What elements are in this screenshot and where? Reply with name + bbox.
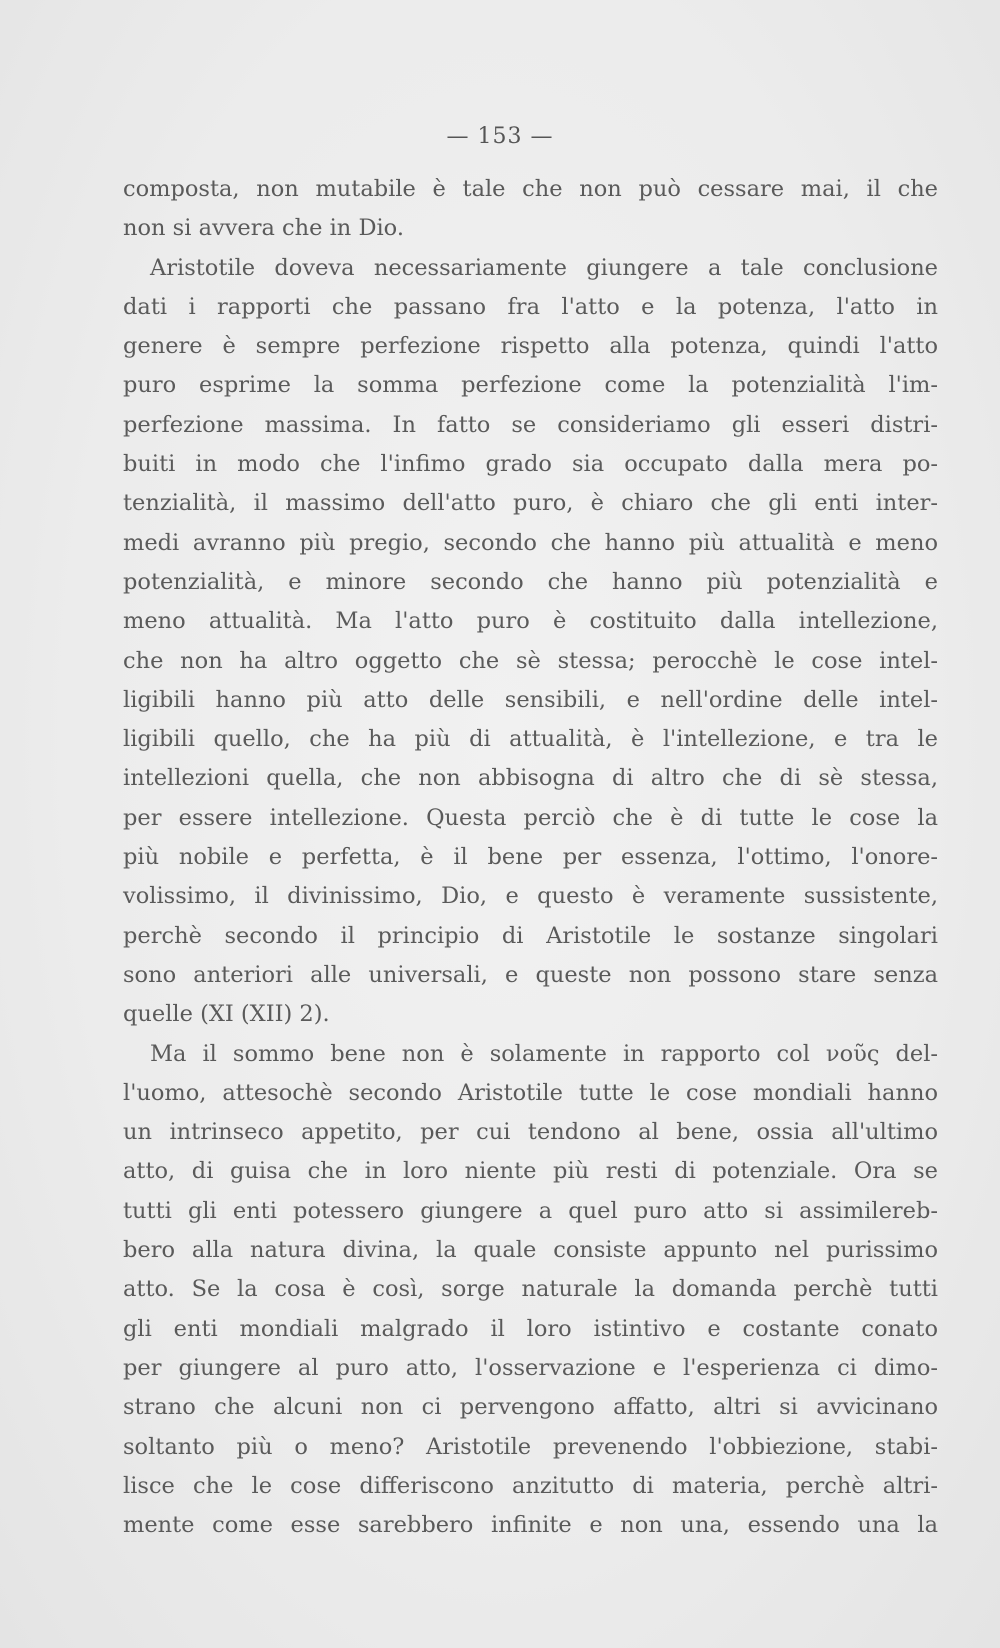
text-line: genere è sempre perfezione rispetto alla potenza, quindi l'atto [123, 333, 938, 360]
text-line: quelle (XI (XII) 2). [123, 1001, 330, 1028]
text-line: un intrinseco appetito, per cui tendono al bene, ossia all'ultimo [123, 1119, 938, 1146]
text-line: sono anteriori alle universali, e queste non possono stare senza [123, 961, 938, 988]
text-line: per essere intellezione. Questa perciò che è di tutte le cose la [123, 804, 938, 831]
text-line: perfezione massima. In fatto se consideriamo gli esseri distri- [123, 411, 938, 438]
text-line: Aristotile doveva necessariamente giungere a tale conclusione [150, 254, 938, 281]
text-line: Ma il sommo bene non è solamente in rapporto col νοῦς del- [150, 1040, 938, 1067]
text-line: composta, non mutabile è tale che non può cessare mai, il che [123, 176, 938, 202]
text-line: soltanto più o meno? Aristotile prevenendo l'obbiezione, stabi- [123, 1433, 938, 1460]
text-line: per giungere al puro atto, l'osservazione e l'esperienza ci dimo- [123, 1354, 938, 1381]
text-line: tutti gli enti potessero giungere a quel puro atto si assimilereb- [123, 1197, 938, 1224]
text-line: che non ha altro oggetto che sè stessa; perocchè le cose intel- [123, 647, 938, 674]
text-line: medi avranno più pregio, secondo che hanno più attualità e meno [123, 529, 938, 556]
text-line: ligibili quello, che ha più di attualità, è l'intellezione, e tra le [123, 726, 938, 753]
text-line: atto, di guisa che in loro niente più resti di potenziale. Ora se [123, 1158, 938, 1185]
text-line: non si avvera che in Dio. [123, 215, 404, 242]
text-line: buiti in modo che l'infimo grado sia occupato dalla mera po- [123, 451, 938, 478]
text-line: l'uomo, attesochè secondo Aristotile tutte le cose mondiali hanno [123, 1079, 938, 1106]
text-line: potenzialità, e minore secondo che hanno più potenzialità e [123, 568, 938, 595]
text-line: atto. Se la cosa è così, sorge naturale la domanda perchè tutti [123, 1276, 938, 1303]
text-line: meno attualità. Ma l'atto puro è costituito dalla intellezione, [123, 608, 938, 635]
text-line: più nobile e perfetta, è il bene per essenza, l'ottimo, l'onore- [123, 844, 938, 871]
text-line: strano che alcuni non ci pervengono affatto, altri si avvicinano [123, 1394, 938, 1421]
text-line: bero alla natura divina, la quale consiste appunto nel purissimo [123, 1237, 938, 1264]
page-number: — 153 — [446, 124, 554, 149]
text-line: lisce che le cose differiscono anzitutto di materia, perchè altri- [123, 1472, 938, 1499]
text-line: tenzialità, il massimo dell'atto puro, è chiaro che gli enti inter- [123, 490, 938, 517]
body-text [123, 170, 938, 1545]
text-line: mente come esse sarebbero infinite e non una, essendo una la [123, 1512, 938, 1539]
text-line: ligibili hanno più atto delle sensibili, e nell'ordine delle intel- [123, 686, 938, 713]
text-line: puro esprime la somma perfezione come la potenzialità l'im- [123, 372, 938, 399]
text-line: dati i rapporti che passano fra l'atto e la potenza, l'atto in [123, 293, 938, 320]
text-line: gli enti mondiali malgrado il loro istintivo e costante conato [123, 1315, 938, 1342]
text-line: intellezioni quella, che non abbisogna di altro che di sè stessa, [123, 765, 938, 792]
text-line: volissimo, il divinissimo, Dio, e questo è veramente sussistente, [123, 883, 938, 910]
text-line: perchè secondo il principio di Aristotile le sostanze singolari [123, 922, 938, 949]
